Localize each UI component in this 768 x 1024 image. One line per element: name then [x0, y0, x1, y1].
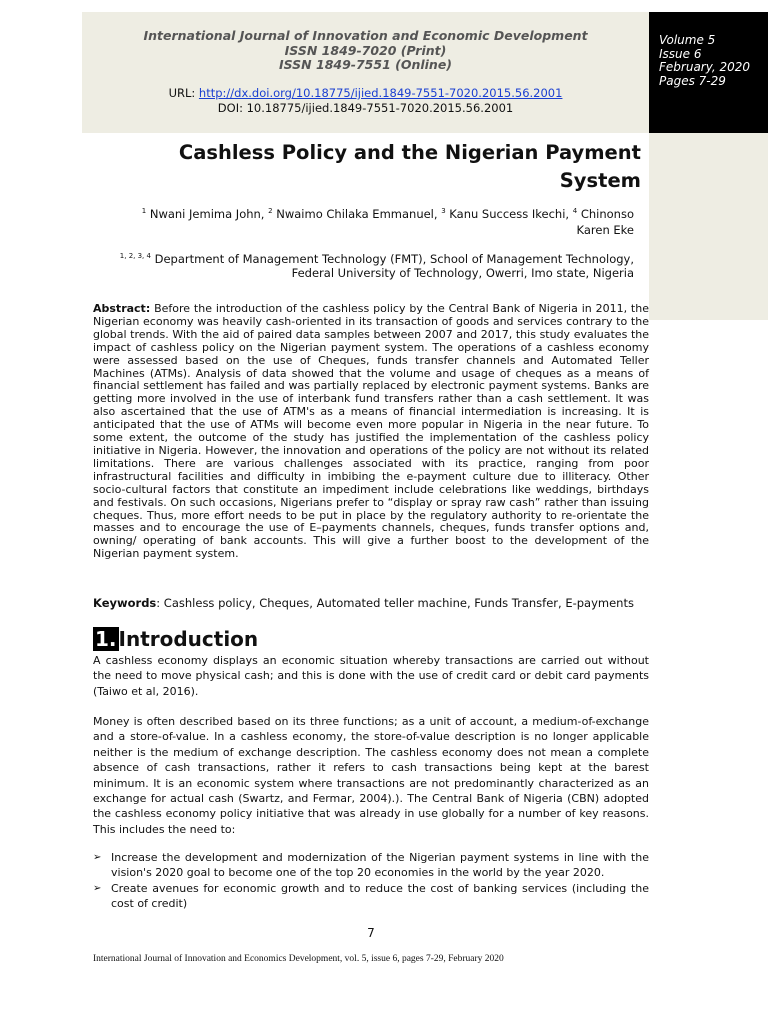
list-item — [93, 881, 649, 912]
affiliation-line-1: Department of Management Technology (FMT), School of Management Technology, — [150, 252, 634, 266]
journal-header — [82, 29, 649, 73]
author-3: Kanu Success Ikechi, — [445, 207, 573, 221]
abstract-text: Before the introduction of the cashless policy by the Central Bank of Nigeria in 2011, the Nigerian economy was heavily cash-oriented in its transaction of goods and services contrary to the global trends. With the aid of paired data samples between 2007 and 2017, this study evaluates the impact of cashless policy on the Nigerian payment system. The operations of a cashless economy were assessed based on the use of Cheques, funds transfer channels and Automated Teller Machines (ATMs). Analysis of data showed that the volume and usage of cheques as a means of financial settlement has failed and was partially replaced by electronic payment systems. Banks are getting more involved in the use of interbank fund transfers rather than a cash settlement. It was also ascertained that the use of ATM's as a means of financial intermediation is increasing. It is anticipated that the use of ATMs will become even more popular in Nigeria in the near future. To some extent, the outcome of the study has justified the implementation of the cashless policy initiative in Nigeria. However, the innovation and operations of the policy are not without its related limitations. There are various challenges associated with its practice, ranging from poor infrastructural facilities and difficulty in imbibing the e-payment culture due to illiteracy. Other socio-cultural factors that constitute an impediment include celebrations like weddings, birthdays and festivals. On such occasions, Nigerians prefer to “display or spray raw cash” rather than issuing cheques. Thus, more effort needs to be put in place by the regulatory authority to re-orientate the masses and to encourage the use of E–payments channels, cheques, funds transfer options and, owning/ operating of bank accounts. This will give a further boost to the development of the Nigerian payment system. — [93, 302, 649, 561]
keywords-text: : Cashless policy, Cheques, Automated teller machine, Funds Transfer, E-payments — [156, 596, 634, 610]
doi-link[interactable]: http://dx.doi.org/10.18775/ijied.1849-7551-7020.2015.56.2001 — [198, 86, 563, 100]
volume-label: Volume 5 — [659, 33, 716, 47]
section-title: Introduction — [118, 627, 259, 651]
author-4: Chinonso — [577, 207, 634, 221]
author-sup: 2 — [268, 207, 273, 215]
author-4-line-2: Karen Eke — [576, 222, 634, 237]
doi-text: DOI: 10.18775/ijied.1849-7551-7020.2015.56.2001 — [217, 100, 514, 115]
list-item-text: Increase the development and modernization of the Nigerian payment systems in line with the vision's 2020 goal to become one of the top 20 economies in the world by the year 2020. — [111, 851, 649, 880]
title-line-2: System — [559, 169, 641, 192]
author-sup: 4 — [572, 207, 578, 215]
paragraph-2: Money is often described based on its three functions; as a unit of account, a medium-of-exchange and a store-of-value. In a cashless economy, the store-of-value description is no longer applicable neither is the medium of exchange description. The cashless economy does not mean a complete absence of cash transactions, rather it refers to cash transactions being kept at the barest minimum. It is an economic system where transactions are not predominantly characterized as an exchange for actual cash (Swartz, and Fermar, 2004).). The Central Bank of Nigeria (CBN) adopted the cashless economy policy initiative that was already in use globally for a number of key reasons. This includes the need to: — [93, 715, 649, 836]
list-item — [93, 850, 649, 881]
title-line-1: Cashless Policy and the Nigerian Payment — [178, 141, 641, 164]
section-number: 1. — [95, 627, 117, 651]
bullet-list — [93, 850, 649, 912]
pages-label: Pages 7-29 — [659, 73, 726, 88]
issue-label: Issue 6 — [659, 46, 702, 61]
side-band — [649, 133, 768, 320]
footer: International Journal of Innovation and Economics Development, vol. 5, issue 6, pages 7-29, February 2020 — [93, 954, 504, 964]
author-1: Nwani Jemima John, — [146, 207, 269, 221]
author-sup: 3 — [441, 207, 446, 215]
bullet-arrow-icon: ➢ — [93, 882, 102, 894]
section-heading — [93, 626, 258, 652]
url-block — [82, 86, 649, 115]
bullet-arrow-icon: ➢ — [93, 852, 102, 863]
volume-box — [649, 12, 768, 133]
page-number: 7 — [367, 926, 375, 940]
paragraph-1: A cashless economy displays an economic situation whereby transactions are carried out without the need to move physical cash; and this is done with the use of credit card or debit card payments (Taiwo et al, 2016). — [93, 654, 649, 698]
affiliation-sup: 1, 2, 3, 4 — [119, 252, 151, 260]
issn-print: ISSN 1849-7020 (Print) — [284, 42, 447, 58]
affiliation-line-2: Federal University of Technology, Owerri, Imo state, Nigeria — [291, 266, 634, 280]
authors — [94, 207, 634, 238]
keywords-label: Keywords — [93, 596, 157, 610]
affiliation — [74, 252, 634, 280]
journal-name: International Journal of Innovation and Economic Development — [143, 28, 588, 43]
list-item-text: Create avenues for economic growth and to reduce the cost of banking services (including the cost of credit) — [111, 881, 649, 911]
author-2: Nwaimo Chilaka Emmanuel, — [272, 207, 442, 221]
keywords — [93, 596, 653, 610]
author-sup: 1 — [141, 207, 147, 215]
paper-title — [121, 139, 641, 195]
date-label: February, 2020 — [659, 60, 751, 74]
abstract-label: Abstract: — [93, 302, 151, 315]
issn-online: ISSN 1849-7551 (Online) — [278, 57, 453, 72]
abstract — [93, 303, 649, 561]
url-label: URL: — [168, 86, 196, 100]
